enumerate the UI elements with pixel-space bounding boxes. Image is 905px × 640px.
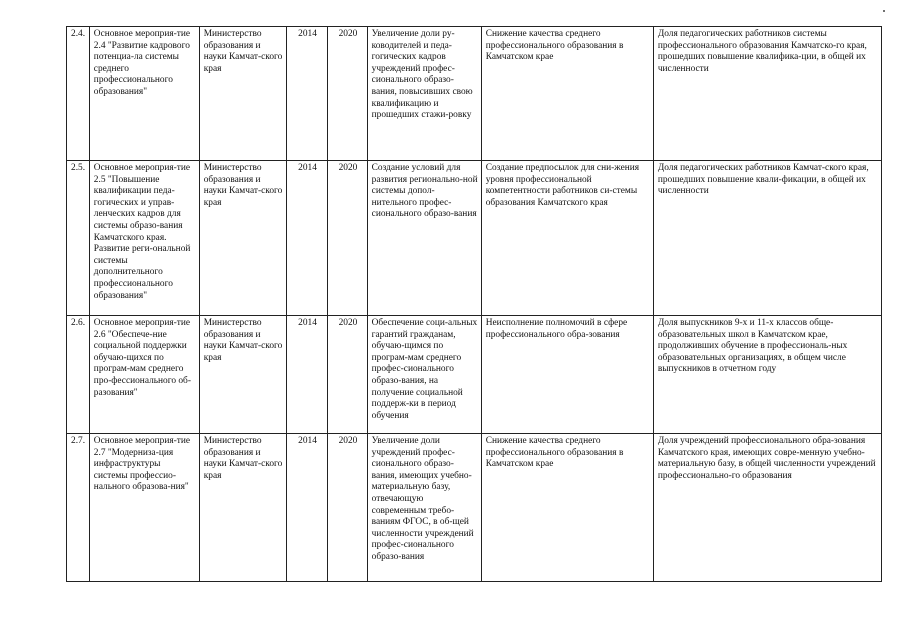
linked-indicator: Доля педагогических работников Камчат-ского края, прошедших повышение квали-фикации, в общей их численности — [653, 161, 881, 316]
executor: Министерство образования и науки Камчат-ского края — [199, 161, 286, 316]
measure-name: Основное мероприя-тие 2.6 "Обеспече-ние социальной поддержки обучаю-щихся по програм-мам среднего про-фессионального об-разования" — [89, 316, 199, 434]
non-implementation-consequences: Снижение качества среднего профессионального образования в Камчатском крае — [481, 434, 653, 582]
table-row — [67, 316, 882, 434]
expected-result: Увеличение доли учреждений профес-сионального образо-вания, имеющих учебно-материальную базу, отвечающую современным требо-ваниям ФГОС, в об-щей численности учреждений профес-сионального образо-вания — [367, 434, 481, 582]
linked-indicator: Доля учреждений профессионального обра-зования Камчатского края, имеющих совре-менную учебно-материальную базу, в общей численности учреждений профессионально-го образования — [653, 434, 881, 582]
table-row — [67, 27, 882, 161]
non-implementation-consequences: Создание предпосылок для сни-жения уровня профессиональной компетентности работников си-стемы образования Камчатского края — [481, 161, 653, 316]
expected-result: Увеличение доли ру-ководителей и педа-гогических кадров учреждений профес-сионального образо-вания, повысивших свою квалификацию и прошедших стажи-ровку — [367, 27, 481, 161]
program-measures-table — [66, 26, 882, 582]
row-number: 2.4. — [67, 27, 90, 161]
row-number: 2.5. — [67, 161, 90, 316]
row-number: 2.6. — [67, 316, 90, 434]
row-number: 2.7. — [67, 434, 90, 582]
start-year: 2014 — [286, 316, 327, 434]
linked-indicator: Доля педагогических работников системы профессионального образования Камчатско-го края, прошедших повышение квалифика-ции, в общей их численности — [653, 27, 881, 161]
end-year: 2020 — [328, 161, 367, 316]
measure-name: Основное мероприя-тие 2.4 "Развитие кадрового потенциа-ла системы среднего профессионального образования" — [89, 27, 199, 161]
measure-name: Основное мероприя-тие 2.5 "Повышение квалификации педа-гогических и управ-ленческих кадров для системы образо-вания Камчатского края. Развитие реги-ональной системы дополнительного профессионального образования" — [89, 161, 199, 316]
table-row — [67, 434, 882, 582]
non-implementation-consequences: Снижение качества среднего профессионального образования в Камчатском крае — [481, 27, 653, 161]
table-row — [67, 161, 882, 316]
end-year: 2020 — [328, 27, 367, 161]
non-implementation-consequences: Неисполнение полномочий в сфере профессионального обра-зования — [481, 316, 653, 434]
executor: Министерство образования и науки Камчат-ского края — [199, 27, 286, 161]
executor: Министерство образования и науки Камчат-ского края — [199, 316, 286, 434]
start-year: 2014 — [286, 434, 327, 582]
start-year: 2014 — [286, 27, 327, 161]
linked-indicator: Доля выпускников 9-х и 11-х классов обще-образовательных школ в Камчатском крае, продолживших обучение в профессиональ-ных образовательных организациях, в общем числе выпускников в отчетном году — [653, 316, 881, 434]
end-year: 2020 — [328, 434, 367, 582]
measure-name: Основное мероприя-тие 2.7 "Модерниза-ция инфраструктуры системы профессио-нального образова-ния" — [89, 434, 199, 582]
expected-result: Обеспечение соци-альных гарантий гражданам, обучаю-щимся по програм-мам среднего профес-сионального образо-вания, на получение социальной поддерж-ки в период обучения — [367, 316, 481, 434]
executor: Министерство образования и науки Камчат-ского края — [199, 434, 286, 582]
expected-result: Создание условий для развития регионально-ной системы допол-нительного профес-сионального образо-вания — [367, 161, 481, 316]
scan-speck — [883, 10, 885, 12]
end-year: 2020 — [328, 316, 367, 434]
start-year: 2014 — [286, 161, 327, 316]
